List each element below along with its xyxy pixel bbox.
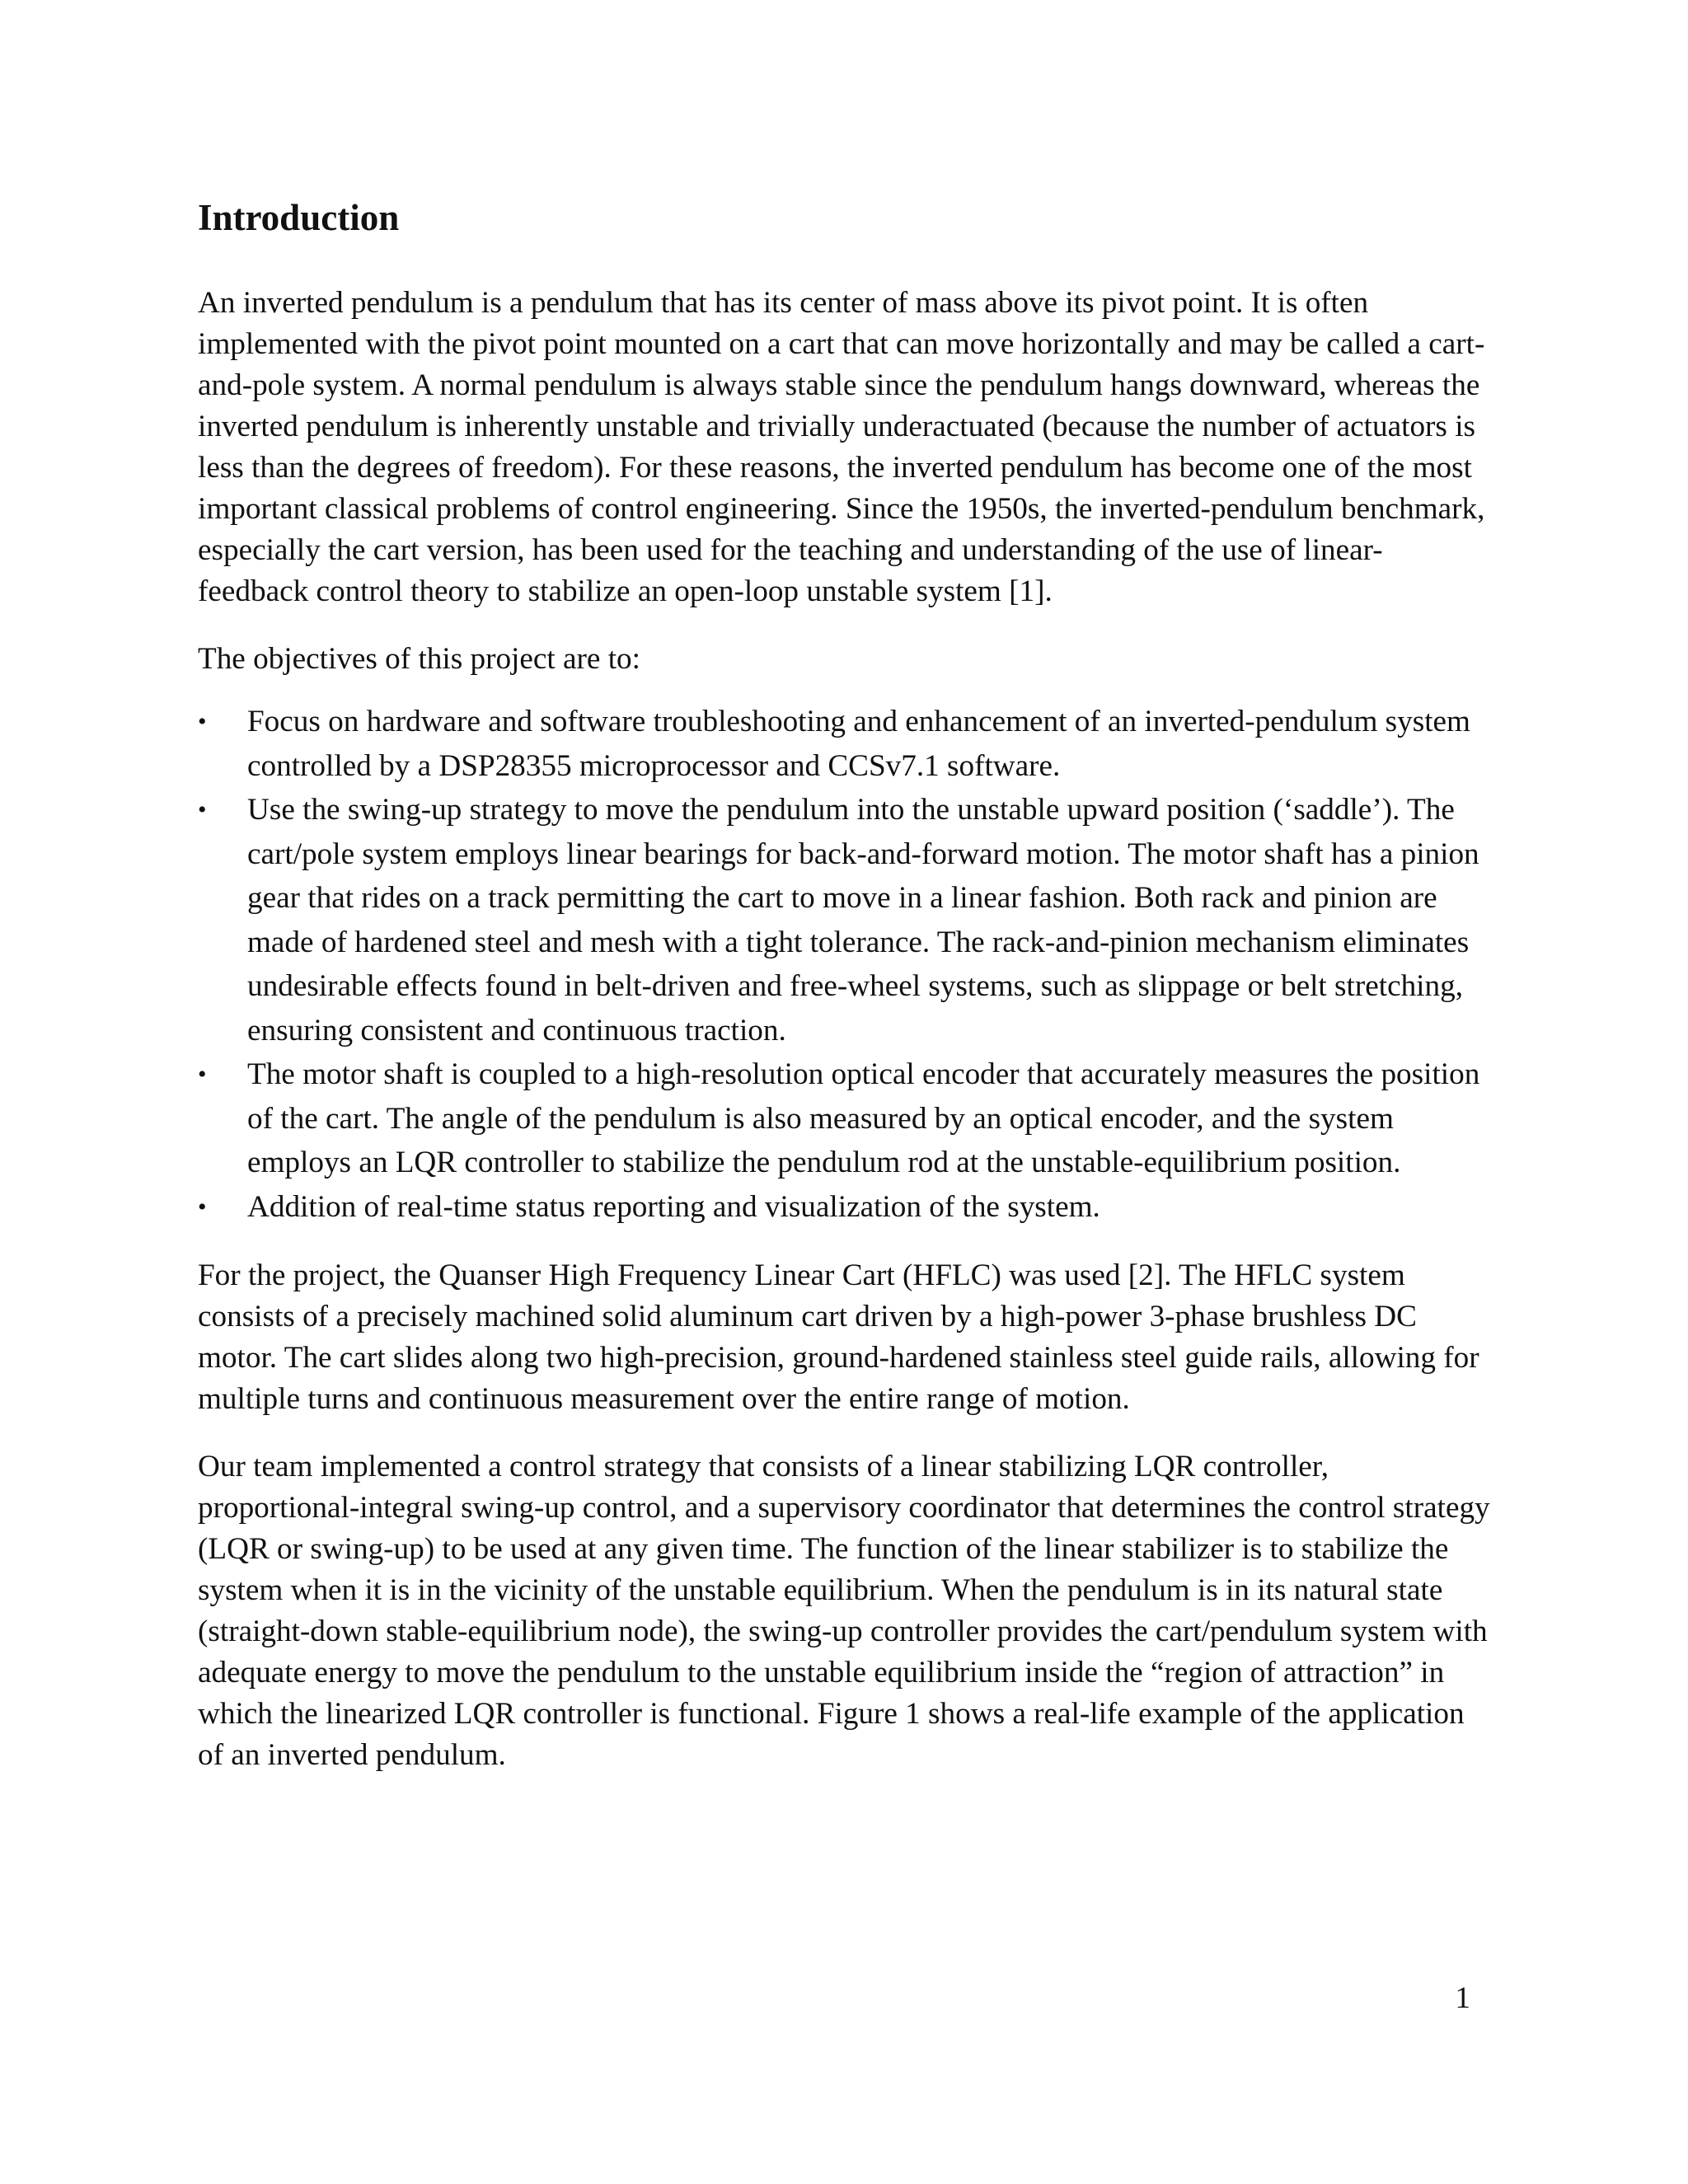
intro-paragraph: An inverted pendulum is a pendulum that has its center of mass above its pivot point. It is often implemented with the pivot point mounted on a cart that can move horizontally and may be called a cart-and-pole system. A normal pendulum is always stable since the pendulum hangs downward, whereas the inverted pendulum is inherently unstable and trivially underactuated (because the number of actuators is less than the degrees of freedom). For these reasons, the inverted pendulum has become one of the most important classical problems of control engineering. Since the 1950s, the inverted-pendulum benchmark, especially the cart version, has been used for the teaching and understanding of the use of linear-feedback control theory to stabilize an open-loop unstable system [1]. [198,286,1485,608]
control-strategy-paragraph: Our team implemented a control strategy that consists of a linear stabilizing LQR controller, proportional-integral swing-up control, and a supervisory coordinator that determines the control strategy (LQR or swing-up) to be used at any given time. The function of the linear stabilizer is to stabilize the system when it is in the vicinity of the unstable equilibrium. When the pendulum is in its natural state (straight-down stable-equilibrium node), the swing-up controller provides the cart/pendulum system with adequate energy to move the pendulum to the unstable equilibrium inside the “region of attraction” in which the linearized LQR controller is functional. Figure 1 shows a real-life example of the application of an inverted pendulum. [198,1450,1490,1772]
bullet-icon: • [198,796,207,823]
list-item [198,788,1492,1052]
list-item-text: Use the swing-up strategy to move the pendulum into the unstable upward position (‘saddle’). The cart/pole system employs linear bearings for back-and-forward motion. The motor shaft has a pinion gear that rides on a track permitting the cart to move in a linear fashion. Both rack and pinion are made of hardened steel and mesh with a tight tolerance. The rack-and-pinion mechanism eliminates undesirable effects found in belt-driven and free-wheel systems, such as slippage or belt stretching, ensuring consistent and continuous traction. [247,793,1479,1047]
bullet-icon: • [198,1061,207,1088]
bullet-icon: • [198,1193,207,1221]
list-item-text: Addition of real-time status reporting and visualization of the system. [247,1189,1100,1224]
section-heading: Introduction [198,197,400,238]
list-item-text: The motor shaft is coupled to a high-resolution optical encoder that accurately measures the position of the cart. The angle of the pendulum is also measured by an optical encoder, and the system employs an LQR controller to stabilize the pendulum rod at the unstable-equilibrium position. [247,1057,1480,1179]
list-item [198,700,1492,788]
page-number: 1 [1455,1981,1470,2015]
objectives-intro: The objectives of this project are to: [198,642,640,676]
list-item [198,1052,1492,1185]
list-item [198,1185,1492,1230]
hflc-paragraph: For the project, the Quanser High Frequency Linear Cart (HFLC) was used [2]. The HFLC system consists of a precisely machined solid aluminum cart driven by a high-power 3-phase brushless DC motor. The cart slides along two high-precision, ground-hardened stainless steel guide rails, allowing for multiple turns and continuous measurement over the entire range of motion. [198,1258,1479,1416]
objectives-list [198,700,1492,1229]
list-item-text: Focus on hardware and software troubleshooting and enhancement of an inverted-pendulum system controlled by a DSP28355 microprocessor and CCSv7.1 software. [247,705,1470,783]
bullet-icon: • [198,708,207,735]
document-page [198,188,1492,1776]
